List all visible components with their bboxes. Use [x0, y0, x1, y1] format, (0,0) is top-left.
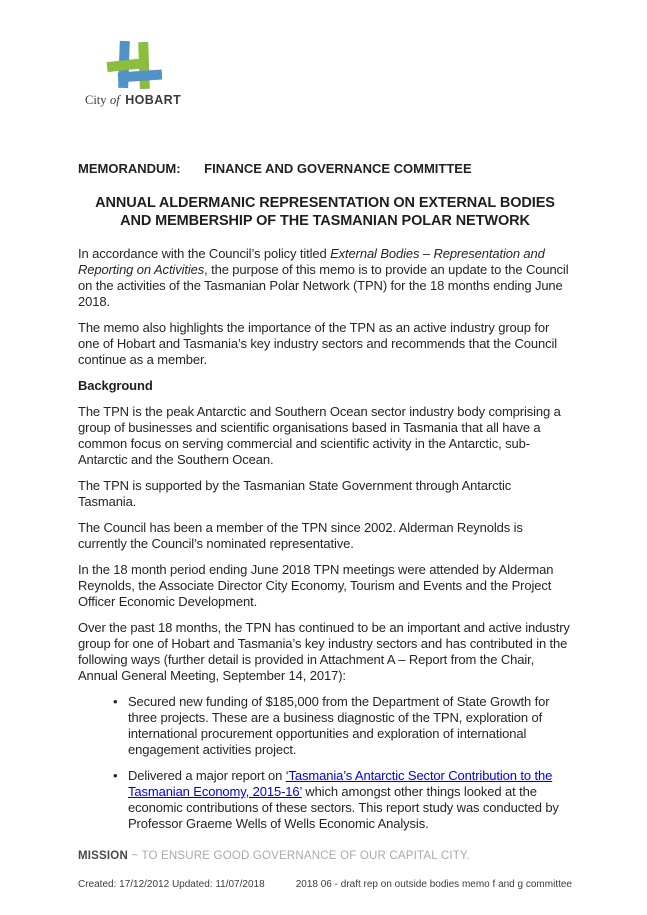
paragraph-intro-text-cont: , the purpose of this memo is to provide an update to the Council on the activities of the Tasmanian Polar Network (TPN) for the 18 months ending June 2018.: [78, 262, 569, 309]
footer-meta-row: [78, 879, 572, 890]
logo-word-city: City: [85, 93, 107, 107]
city-of-hobart-logo: [85, 40, 181, 108]
footer-document-name: 2018 06 - draft rep on outside bodies memo f and g committee: [295, 879, 572, 890]
document-body: [78, 246, 572, 842]
list-item-funding: [78, 694, 572, 758]
footer-created-updated: Created: 17/12/2012 Updated: 11/07/2018: [78, 879, 265, 890]
list-item-report: [78, 768, 572, 832]
mission-text: ~ TO ENSURE GOOD GOVERNANCE OF OUR CAPITAL CITY.: [131, 850, 470, 862]
paragraph-tpn-support: The TPN is supported by the Tasmanian State Government through Antarctic Tasmania.: [78, 478, 512, 509]
report-hyperlink[interactable]: ‘Tasmania’s Antarctic Sector Contribution to the Tasmanian Economy, 2015-16’: [128, 768, 553, 799]
list-item-report-text-before: Delivered a major report on: [128, 768, 286, 783]
list-item-funding-text: Secured new funding of $185,000 from the Department of State Growth for three projects. These are a business diagnostic of the TPN, exploration of international procurement opportunities and exploration of international engagement activities project.: [128, 694, 550, 757]
paragraph-intro-text: In accordance with the Council’s policy titled: [78, 246, 331, 261]
page-title: [78, 195, 572, 230]
contribution-list: [78, 694, 572, 832]
bullet-icon: •: [113, 768, 118, 783]
policy-title-italic: External Bodies – Representation and Reporting on Activities: [78, 246, 545, 277]
bullet-icon: •: [113, 694, 118, 709]
paragraph-contributions: Over the past 18 months, the TPN has continued to be an important and active industry group for one of Hobart and Tasmania’s key industry sectors and has contributed in the following ways (further detail is provided in Attachment A – Report from the Chair, Annual General Meeting, September 14, 2017):: [78, 620, 570, 683]
background-heading: Background: [78, 378, 153, 393]
logo-word-hobart: HOBART: [125, 93, 182, 107]
paragraph-meetings: In the 18 month period ending June 2018 TPN meetings were attended by Alderman Reynolds, the Associate Director City Economy, Tourism and Events and the Project Officer Economic Development.: [78, 562, 554, 609]
paragraph-memo-highlights: The memo also highlights the importance of the TPN as an active industry group for one of Hobart and Tasmania’s key industry sectors and recommends that the Council continue as a member.: [78, 320, 558, 367]
mission-statement: [78, 850, 572, 862]
page-title-line1: ANNUAL ALDERMANIC REPRESENTATION ON EXTERNAL BODIES: [95, 195, 555, 211]
mission-label: MISSION: [78, 850, 128, 862]
logo-wordmark: [85, 93, 181, 108]
list-item-report-text-after: which amongst other things looked at the economic contributions of these sectors. This report study was conducted by Professor Graeme Wells of Wells Economic Analysis.: [128, 784, 559, 831]
paragraph-tpn-description: The TPN is the peak Antarctic and Southern Ocean sector industry body comprising a group of businesses and scientific organisations based in Tasmania that all have a common focus on serving commercial and scientific activity in the Antarctic, sub-Antarctic and the Southern Ocean.: [78, 404, 561, 467]
paragraph-intro: [78, 246, 572, 310]
logo-word-of: of: [110, 93, 120, 107]
hobart-hash-logo-icon: [106, 40, 162, 90]
memorandum-line: [78, 161, 472, 176]
paragraph-membership: The Council has been a member of the TPN since 2002. Alderman Reynolds is currently the Council’s nominated representative.: [78, 520, 523, 551]
page-title-line2: AND MEMBERSHIP OF THE TASMANIAN POLAR NETWORK: [120, 212, 530, 229]
memorandum-label: MEMORANDUM:: [78, 161, 181, 176]
committee-name: FINANCE AND GOVERNANCE COMMITTEE: [204, 161, 472, 176]
